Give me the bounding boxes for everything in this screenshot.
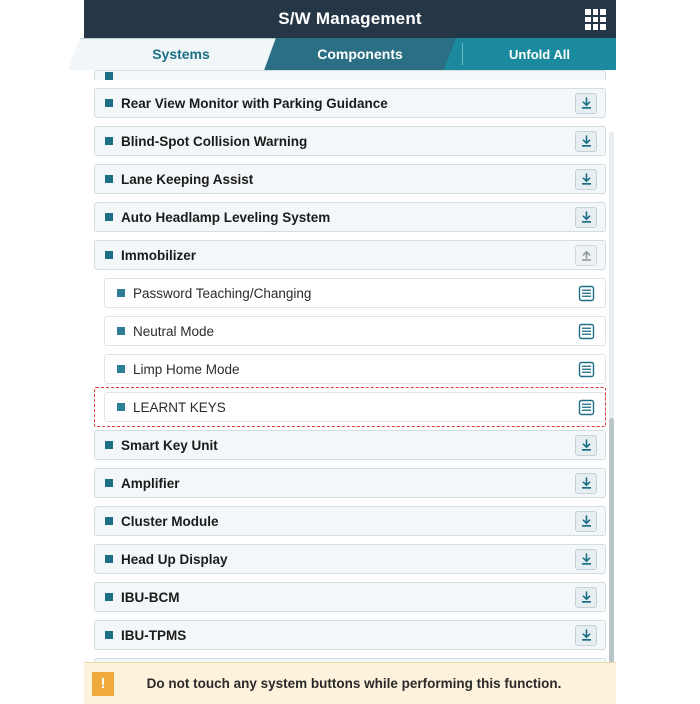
page-title: S/W Management (278, 9, 422, 28)
download-icon[interactable] (575, 131, 597, 152)
bullet-icon (105, 175, 113, 183)
list-item[interactable] (94, 88, 606, 118)
list-item[interactable] (94, 582, 606, 612)
app-window (84, 0, 616, 704)
list-item-label: Auto Headlamp Leveling System (121, 209, 331, 225)
list-item[interactable] (94, 506, 606, 536)
download-icon[interactable] (575, 169, 597, 190)
list-item[interactable] (104, 278, 606, 308)
system-list[interactable] (84, 70, 616, 662)
list-item[interactable] (94, 468, 606, 498)
title-bar (84, 0, 616, 38)
list-item[interactable] (94, 620, 606, 650)
download-icon[interactable] (575, 435, 597, 456)
list-item[interactable] (94, 544, 606, 574)
download-icon[interactable] (575, 549, 597, 570)
grid-menu-icon[interactable] (585, 9, 606, 30)
list-item-label: Smart Key Unit (121, 437, 218, 453)
unfold-all-button[interactable] (463, 38, 616, 70)
list-item-label: Immobilizer (121, 247, 197, 263)
list-item-label: Cluster Module (121, 513, 219, 529)
download-icon[interactable] (575, 207, 597, 228)
tab-components[interactable] (270, 38, 450, 70)
bullet-icon (117, 365, 125, 373)
bullet-icon (105, 517, 113, 525)
tab-systems-label: Systems (152, 46, 210, 62)
list-item[interactable] (94, 202, 606, 232)
bullet-icon (105, 137, 113, 145)
list-item-label: Blind-Spot Collision Warning (121, 133, 308, 149)
list-item-label: IBU-BCM (121, 589, 180, 605)
bullet-icon (105, 441, 113, 449)
list-item-label: IBU-TPMS (121, 627, 187, 643)
list-item-label: LEARNT KEYS (133, 399, 226, 415)
list-item[interactable] (94, 430, 606, 460)
download-icon[interactable] (575, 93, 597, 114)
bullet-icon (105, 251, 113, 259)
bullet-icon (105, 213, 113, 221)
list-item-label: Lane Keeping Assist (121, 171, 254, 187)
list-item[interactable] (94, 126, 606, 156)
list-item[interactable] (94, 240, 606, 270)
list-item[interactable] (94, 70, 606, 80)
document-icon[interactable] (575, 283, 597, 304)
download-icon[interactable] (575, 511, 597, 532)
download-icon[interactable] (575, 625, 597, 646)
tab-components-label: Components (317, 46, 403, 62)
tab-systems[interactable] (74, 38, 288, 70)
list-item-label: Password Teaching/Changing (133, 285, 312, 301)
document-icon[interactable] (575, 321, 597, 342)
bullet-icon (117, 403, 125, 411)
list-item-label: Head Up Display (121, 551, 228, 567)
bullet-icon (105, 479, 113, 487)
list-item[interactable] (104, 354, 606, 384)
warning-message: Do not touch any system buttons while performing this function. (146, 676, 562, 691)
download-icon[interactable] (575, 473, 597, 494)
bullet-icon (105, 593, 113, 601)
scrollbar-thumb[interactable] (609, 418, 614, 680)
warning-bar (84, 662, 616, 704)
bullet-icon (117, 289, 125, 297)
bullet-icon (105, 555, 113, 563)
bullet-icon (105, 72, 113, 80)
list-scrollbar[interactable] (609, 132, 614, 680)
document-icon[interactable] (575, 397, 597, 418)
list-item-selected[interactable] (104, 392, 606, 422)
list-item[interactable] (94, 164, 606, 194)
list-item-label: Rear View Monitor with Parking Guidance (121, 95, 388, 111)
list-item-label: Amplifier (121, 475, 180, 491)
warning-icon: ! (92, 672, 114, 696)
bullet-icon (117, 327, 125, 335)
bullet-icon (105, 631, 113, 639)
list-item-label: Limp Home Mode (133, 361, 240, 377)
list-item-label: Neutral Mode (133, 323, 215, 339)
tab-bar (84, 38, 616, 70)
download-icon[interactable] (575, 587, 597, 608)
document-icon[interactable] (575, 359, 597, 380)
upload-icon[interactable] (575, 245, 597, 266)
unfold-all-label: Unfold All (509, 46, 570, 62)
list-item[interactable] (104, 316, 606, 346)
bullet-icon (105, 99, 113, 107)
